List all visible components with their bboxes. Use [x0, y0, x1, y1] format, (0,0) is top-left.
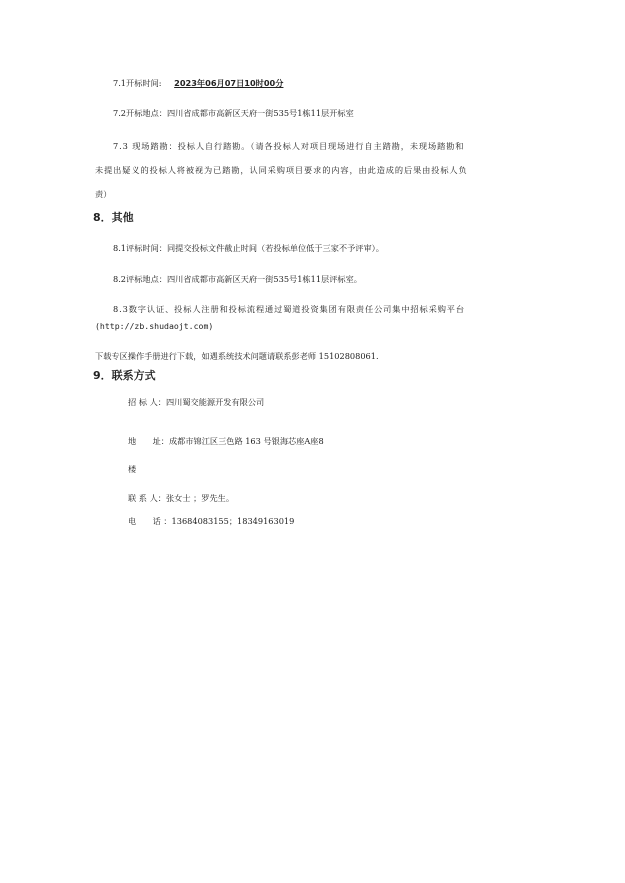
platform-line-1: 8.3数字认证、投标人注册和投标流程通过蜀道投资集团有限责任公司集中招标采购平台 — [113, 304, 465, 314]
platform-url: (http://zb.shudaojt.com) — [95, 321, 214, 331]
section-9-heading: 9．联系方式 — [93, 369, 156, 382]
evaluation-location: 8.2评标地点：四川省成都市高新区天府一街535号1栋11层评标室。 — [113, 274, 362, 284]
contact-phone: 电 话 ：13684083155；18349163019 — [128, 516, 295, 526]
site-visit-line-2: 未提出疑义的投标人将被视为已踏勘，认同采购项目要求的内容，由此造成的后果由投标人负 — [95, 165, 468, 175]
opening-time-label: 7.1开标时间: — [113, 78, 162, 88]
tenderer: 招 标 人：四川蜀交能源开发有限公司 — [128, 397, 265, 407]
opening-location: 7.2开标地点：四川省成都市高新区天府一街535号1栋11层开标室 — [113, 108, 354, 118]
address-line-2: 楼 — [128, 464, 137, 474]
contact-person: 联 系 人：张女士 ；罗先生。 — [128, 493, 235, 503]
evaluation-time: 8.1评标时间：同提交投标文件截止时间（若投标单位低于三家不予评审）。 — [113, 243, 384, 253]
address-line-1: 地 址：成都市锦江区三色路 163 号银海芯座A座8 — [128, 436, 324, 446]
site-visit-line-1: 7.3 现场踏勘：投标人自行踏勘。（请各投标人对项目现场进行自主踏勘，未现场踏勘和 — [113, 141, 465, 151]
opening-time-value: 2023年06月07日10时00分 — [174, 78, 284, 88]
section-8-heading: 8．其他 — [93, 211, 134, 224]
platform-line-3: 下载专区操作手册进行下载，如遇系统技术问题请联系彭老师 15102808061. — [95, 351, 379, 361]
site-visit-line-3: 责） — [95, 189, 112, 199]
opening-time-row — [113, 79, 283, 87]
